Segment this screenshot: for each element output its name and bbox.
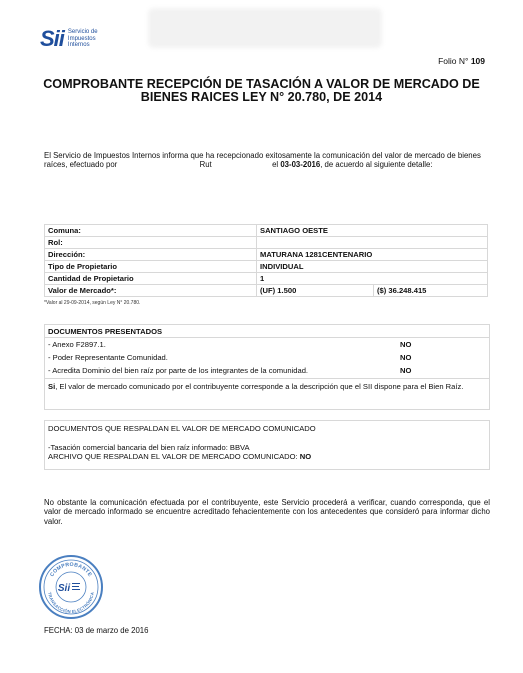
redacted-area [148,8,382,48]
row-label: Cantidad de Propietario [45,273,257,285]
row-label: Comuna: [45,225,257,237]
folio-number: Folio N° 109 [438,56,485,66]
document-item: - Poder Representante Comunidad. [48,353,168,362]
table-row [45,225,488,237]
svg-text:COMPROBANTE: COMPROBANTE [49,561,93,578]
seal-logo-mark: Sii [57,583,71,594]
sii-logo-mark: Sii [40,26,64,51]
row-label: Rol: [45,237,257,249]
sii-logo [40,26,110,52]
property-table [44,224,488,297]
table-row [45,261,488,273]
svg-text:TRANSACCIÓN ELECTRÓNICA: TRANSACCIÓN ELECTRÓNICA [47,591,95,615]
support-file-line: ARCHIVO QUE RESPALDAN EL VALOR DE MERCADO COMUNICADO: NO [48,452,312,461]
divider [45,378,489,379]
value-note: *Valor al 29-09-2014, según Ley N° 20.780. [44,300,141,306]
document-title: COMPROBANTE RECEPCIÓN DE TASACIÓN A VALOR DE MERCADO DE BIENES RAICES LEY N° 20.780, DE 2014 [43,77,480,104]
row-value: 1 [257,273,488,285]
row-value: SANTIAGO OESTE [257,225,488,237]
conclusion-text: Si, El valor de mercado comunicado por el contribuyente corresponde a la descripción que el SII dispone para el Bien Raíz. [48,382,464,391]
value-pesos: ($) 36.248.415 [374,285,488,297]
table-row [45,273,488,285]
closing-paragraph: No obstante la comunicación efectuada por el contribuyente, este Servicio procederá a verificar, cuando corresponda, que el valor de mercado informado se encuentre acreditado fehacientemente con los antecedentes que consideró para informar dicho valor. [44,498,490,526]
intro-paragraph: El Servicio de Impuestos Internos informa que ha recepcionado exitosamente la comunicación del valor de mercado de bienes raíces, efectuado por Rut el 03-03-2016, de acuerdo al siguiente detalle: [44,151,481,169]
table-row [45,285,488,297]
electronic-seal-stamp [38,554,104,620]
document-status: NO [400,366,412,375]
row-value [257,237,488,249]
row-label: Valor de Mercado*: [45,285,257,297]
value-uf: (UF) 1.500 [257,285,374,297]
row-label: Tipo de Propietario [45,261,257,273]
document-date: FECHA: 03 de marzo de 2016 [44,626,149,635]
sii-logo-text: Servicio de Impuestos Internos [67,29,98,49]
row-label: Dirección: [45,249,257,261]
divider [45,337,489,338]
support-heading: DOCUMENTOS QUE RESPALDAN EL VALOR DE MERCADO COMUNICADO [48,424,316,433]
document-item: - Acredita Dominio del bien raíz por parte de los integrantes de la comunidad. [48,366,309,375]
document-status: NO [400,340,412,349]
table-row [45,249,488,261]
row-value: MATURANA 1281CENTENARIO [257,249,488,261]
documents-heading: DOCUMENTOS PRESENTADOS [48,327,163,336]
row-value: INDIVIDUAL [257,261,488,273]
document-item: - Anexo F2897.1. [48,340,106,349]
support-line: -Tasación comercial bancaria del bien raíz informado: BBVA [48,443,250,452]
table-row [45,237,488,249]
support-documents-box [44,420,490,470]
document-status: NO [400,353,412,362]
documents-box [44,324,490,410]
